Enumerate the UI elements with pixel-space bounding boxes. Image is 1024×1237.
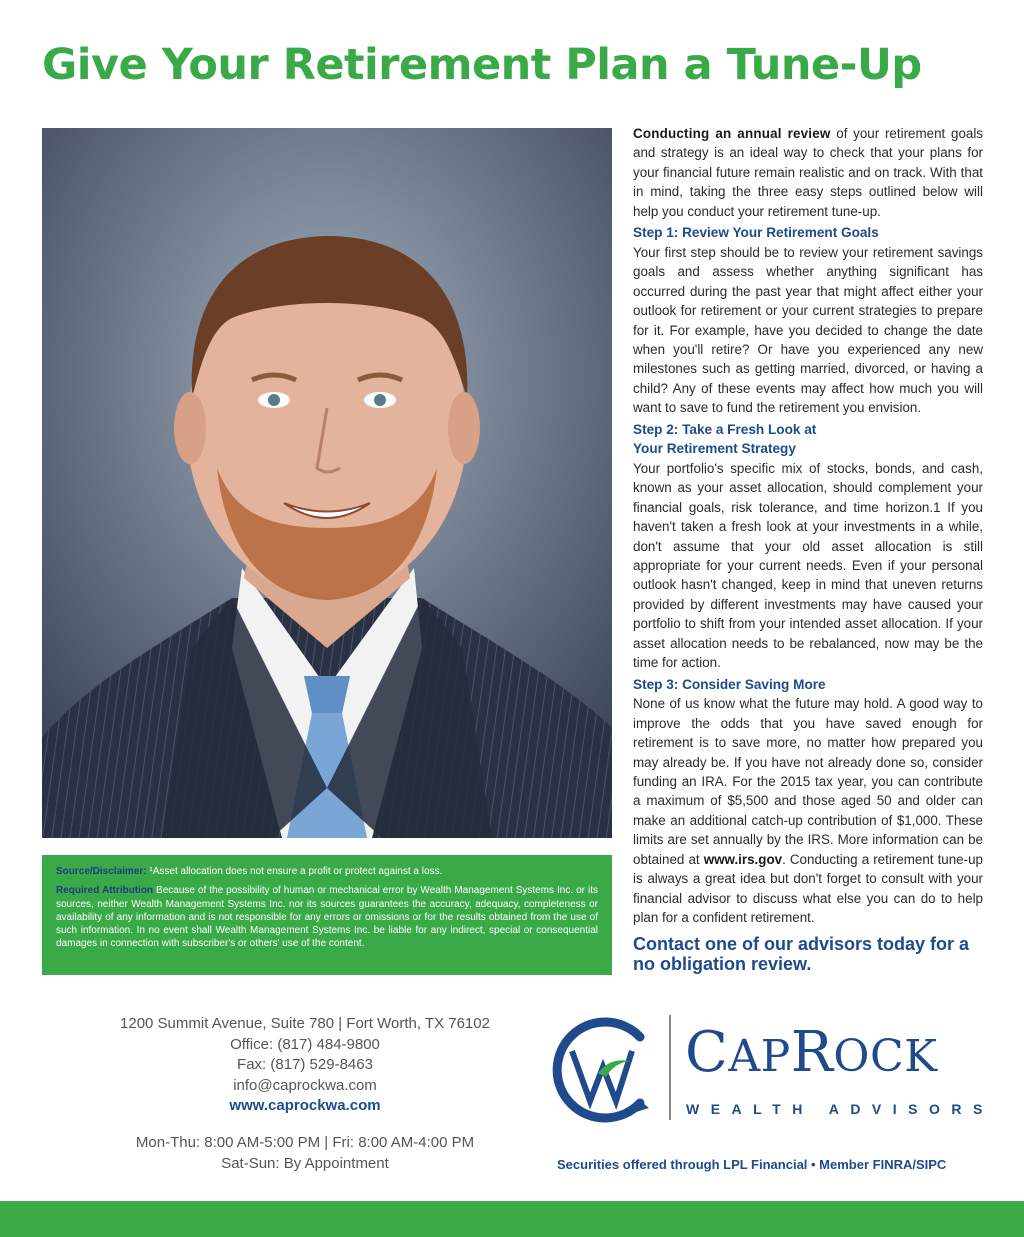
securities-notice: Securities offered through LPL Financial • Member FINRA/SIPC — [557, 1157, 947, 1172]
step2-heading-line1: Step 2: Take a Fresh Look at — [633, 421, 817, 437]
attribution-text: Because of the possibility of human or mechanical error by Wealth Management Systems Inc. or its sources, neither Wealth Management Systems Inc. nor its sources guarantees the accuracy, adequacy, completeness or availability of any information and is not responsible for any errors or omissions or for the results obtained from the use of such information. In no event shall Wealth Management Systems Inc. be liable for any indirect, special or consequential damages in connection with subscriber's or others' use of the content. — [56, 885, 598, 950]
step2-heading — [633, 420, 983, 459]
headline: Give Your Retirement Plan a Tune-Up — [42, 40, 922, 90]
disclaimer-box — [42, 855, 612, 975]
intro-text: of your retirement goals and strategy is an ideal way to check that your plans for your financial future remain realistic and on track. With that in mind, taking the three easy steps outlined below will help you conduct your retirement tune-up. — [633, 126, 984, 219]
wordmark-c: C — [685, 1020, 729, 1085]
step2-text: Your portfolio's specific mix of stocks, bonds, and cash, known as your asset allocation, should complement your financial goals, risk tolerance, and time horizon.1 If you haven't taken a fresh look at your investments in a while, don't assume that your old asset allocation is still appropriate for your current needs. Even if your personal outlook hasn't changed, keep in mind that uneven returns provided by different investments may have caused your portfolio to shift from your intended asset allocation. If your asset allocation needs to be rebalanced, now may be the time for action. — [633, 460, 983, 671]
footer-bar — [0, 1201, 1024, 1237]
call-to-action: Contact one of our advisors today for a no obligation review. — [633, 933, 970, 975]
source-text: ¹Asset allocation does not ensure a profit or protect against a loss. — [149, 866, 443, 877]
step3-paragraph — [633, 694, 983, 927]
step3-text-b: . Conducting a retirement tune-up is always a great idea but don't forget to consult with your financial advisor to discuss what else you can do to help plan for a confident retirement. — [633, 851, 983, 926]
article-body — [633, 124, 983, 975]
email-link[interactable]: info@caprockwa.com — [233, 1076, 377, 1094]
wordmark-r: R — [790, 1020, 834, 1085]
source-label: Source/Disclaimer: — [56, 866, 147, 877]
intro-paragraph — [633, 124, 983, 221]
step1-heading: Step 1: Review Your Retirement Goals — [633, 225, 879, 241]
wordmark-ap: AP — [728, 1031, 791, 1082]
step3-text-a: None of us know what the future may hold. A good way to improve the odds that you have saved enough for retirement is to save more, no matter how prepared you may already be. If you have not already done so, consider funding an IRA. For the 2015 tax year, you can contribute a maximum of $5,500 and those aged 50 and older can make an additional catch-up contribution of $1,000. These limits are set annually by the IRS. More information can be obtained at — [633, 696, 983, 867]
advisor-portrait-photo — [42, 128, 612, 838]
logo-divider — [669, 1015, 671, 1120]
intro-lead: Conducting an annual review — [633, 126, 831, 141]
step1-text: Your first step should be to review your retirement savings goals and assess whether anything significant has occurred during the past year that might affect either your outlook for retirement or your current strategies to prepare for it. For example, have you decided to change the date when you'll retire? Or have you experienced any new milestones such as getting married, divorced, or having a child? Any of these events may affect how much you will want to save to fund the retirement you envision. — [633, 244, 983, 416]
spacer — [60, 1117, 550, 1133]
wealth-advisors-subtitle: WEALTH ADVISORS — [686, 1101, 994, 1117]
hours-weekend: Sat-Sun: By Appointment — [221, 1154, 389, 1172]
contact-block — [60, 1014, 550, 1174]
address: 1200 Summit Avenue, Suite 780 | Fort Worth, TX 76102 — [120, 1015, 490, 1032]
attribution-label: Required Attribution — [56, 885, 154, 897]
website-link[interactable]: www.caprockwa.com — [229, 1097, 381, 1115]
irs-link[interactable]: www.irs.gov — [703, 851, 783, 867]
step3-heading: Step 3: Consider Saving More — [633, 676, 826, 692]
caprock-cw-logo-icon — [548, 1015, 658, 1125]
fax-number: Fax: (817) 529-8463 — [237, 1056, 373, 1074]
portrait-illustration — [42, 128, 612, 838]
hours-weekday: Mon-Thu: 8:00 AM-5:00 PM | Fri: 8:00 AM-4:00 PM — [135, 1133, 475, 1151]
wordmark-ock: OCK — [833, 1031, 938, 1082]
step2-heading-line2: Your Retirement Strategy — [633, 441, 796, 457]
caprock-wordmark — [685, 1020, 938, 1085]
office-phone[interactable]: Office: (817) 484-9800 — [230, 1035, 380, 1053]
